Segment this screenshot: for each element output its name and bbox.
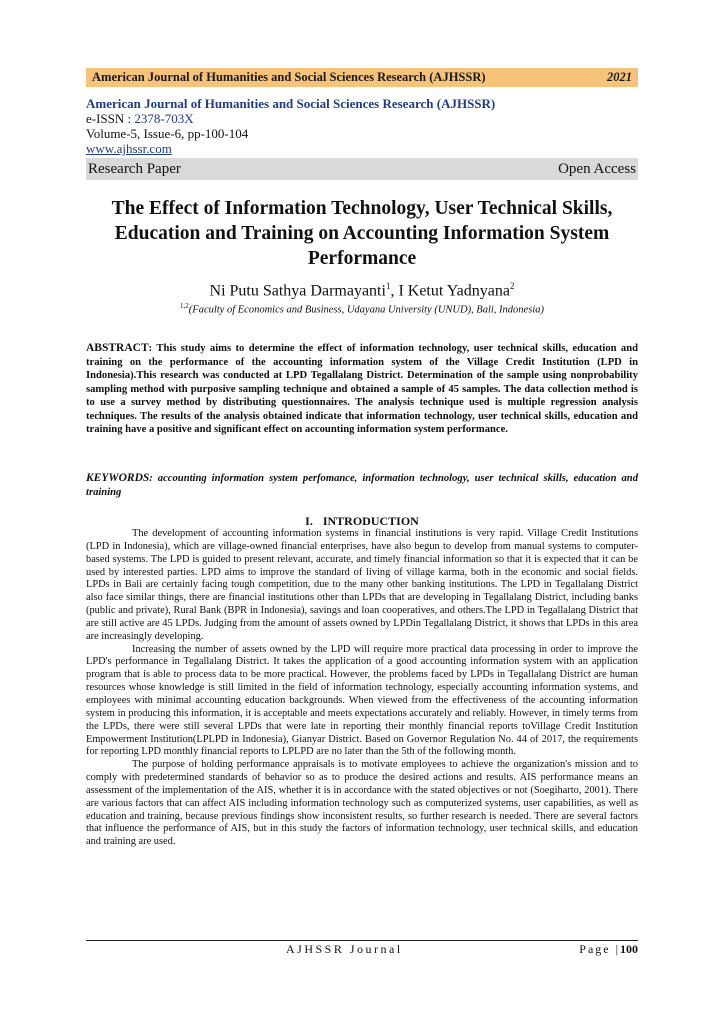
paragraph: Increasing the number of assets owned by the LPD will require more practical data processing in order to improve the LPD's performance in Tegallalang District. It takes the application of a good accounting information system with an application program that is able to process data to be more practical. However, the problems faced by LPDs in Tegallalang District are human resources whose knowledge is still limited in the field of information technology, especially accounting information systems, and employees with minimal accounting education backgrounds. When viewed from the effectiveness of the accounting information system in producing this information, it is acceptable and meets expectations accurately and reliably. However, in timely terms from the LPDs, there were still several LPDs that were late in reporting their monthly financial reports toVillage Credit Institution Empowerment Institution(LPLPD in Indonesia), Gianyar District. Based on Governor Regulation No. 44 of 2017, the requirements for reporting LPD monthly financial reports to LPLPD are no later than the 5th of the following month. bbox=[86, 643, 638, 758]
page-number: 100 bbox=[620, 942, 638, 956]
section-heading bbox=[86, 514, 638, 529]
open-access-label: Open Access bbox=[558, 160, 636, 177]
author-name: Ni Putu Sathya Darmayanti bbox=[209, 282, 386, 300]
paper-type: Research Paper bbox=[88, 160, 181, 177]
header-journal-name: American Journal of Humanities and Social Sciences Research (AJHSSR) bbox=[92, 70, 486, 84]
author-affil-mark: 1 bbox=[385, 281, 391, 291]
keywords-label: KEYWORDS bbox=[86, 472, 150, 484]
paragraph: The purpose of holding performance appraisals is to motivate employees to achieve the organization's mission and to comply with predetermined standards of behavior so as to produce the desired actions and results. AIS performance means an assessment of the implementation of the AIS, whether it is in accordance with the stated objectives or not (Soegiharto, 2001). There are various factors that can affect AIS including information technology such as computerized systems, user capabilities, as well as education and training, because previous findings show inconsistent results, so further research is needed. There are several factors that influence the performance of AIS, but in this study the factors of information technology, user technical skills, and education and training are used. bbox=[86, 759, 638, 848]
footer-divider bbox=[86, 940, 638, 941]
footer-page bbox=[579, 942, 638, 957]
abstract-label: ABSTRACT bbox=[86, 342, 149, 354]
affiliation-text: (Faculty of Economics and Business, Udayana University (UNUD), Bali, Indonesia) bbox=[188, 304, 544, 316]
issn-value: 2378-703X bbox=[134, 111, 194, 126]
section-number: I. bbox=[305, 514, 313, 528]
paragraph: The development of accounting information systems in financial institutions is very rapid. Village Credit Institutions (LPD in Indonesia), which are village-owned financial enterprises, have also begun to develop from manual systems to computer-based systems. The LPD is guided to present relevant, accurate, and timely financial information so that it is expected that it can be used by interested parties. LPD aims to improve the standard of living of village karma, both in the economic and social fields. LPDs in Bali are certainly facing tough competition, due to the many other banking institutions. The LPD in Tegallalang District also face similar things, there are financial institutions other than LPDs that are developing in Tegallalang District, including banks (public and private), Rural Bank (BPR in Indonesia), savings and loan cooperatives, and others.The LPD in Tegallalang District that are still active are 45 LPDs. Judging from the amount of assets owned by LPDin Tegallalang District, it shows that LPDs in this area are increasingly developing. bbox=[86, 528, 638, 642]
research-type-bar bbox=[86, 158, 638, 180]
title-line: Performance bbox=[307, 248, 417, 269]
journal-name: American Journal of Humanities and Social Sciences Research (AJHSSR) bbox=[86, 96, 496, 111]
paper-title bbox=[100, 196, 624, 271]
title-line: The Effect of Information Technology, User Technical Skills, bbox=[111, 198, 613, 219]
journal-info bbox=[86, 96, 638, 156]
author-affil-mark: 2 bbox=[509, 281, 515, 291]
footer-journal: AJHSSR Journal bbox=[286, 942, 403, 956]
affiliation bbox=[86, 302, 638, 316]
journal-header-band bbox=[86, 68, 638, 87]
abstract-text: : This study aims to determine the effect of information technology, user technical skills, education and training on the performance of the accounting information system of the Village Credit Institution (LPD in Indonesia).This research was conducted at LPD Tegallalang District. Determination of the sample using nonprobability sampling method with purposive sampling technique and obtained a sample of 45 samples. The data collection method is to use a survey method by distributing questionnaires. The analysis technique used is multiple regression analysis techniques. The results of the analysis obtained indicate that information technology, user technical skills, education and training have a positive and significant effect on accounting information system performance. bbox=[86, 343, 638, 435]
journal-website-link[interactable]: www.ajhssr.com bbox=[86, 141, 172, 156]
issn-line bbox=[86, 111, 638, 126]
affiliation-mark: 1,2 bbox=[180, 302, 189, 310]
introduction-body bbox=[86, 528, 638, 849]
keywords-text: : accounting information system perfomance, information technology, user technical skills, education and training bbox=[86, 473, 638, 498]
issn-label: e-ISSN : bbox=[86, 111, 135, 126]
authors bbox=[86, 281, 638, 300]
abstract bbox=[86, 342, 638, 437]
section-title: INTRODUCTION bbox=[322, 514, 419, 528]
title-line: Education and Training on Accounting Information System bbox=[114, 223, 610, 244]
header-year: 2021 bbox=[607, 70, 632, 84]
keywords bbox=[86, 472, 638, 499]
volume-info: Volume-5, Issue-6, pp-100-104 bbox=[86, 126, 249, 141]
page-label: Page | bbox=[579, 942, 620, 956]
author-name: , I Ketut Yadnyana bbox=[390, 282, 510, 300]
